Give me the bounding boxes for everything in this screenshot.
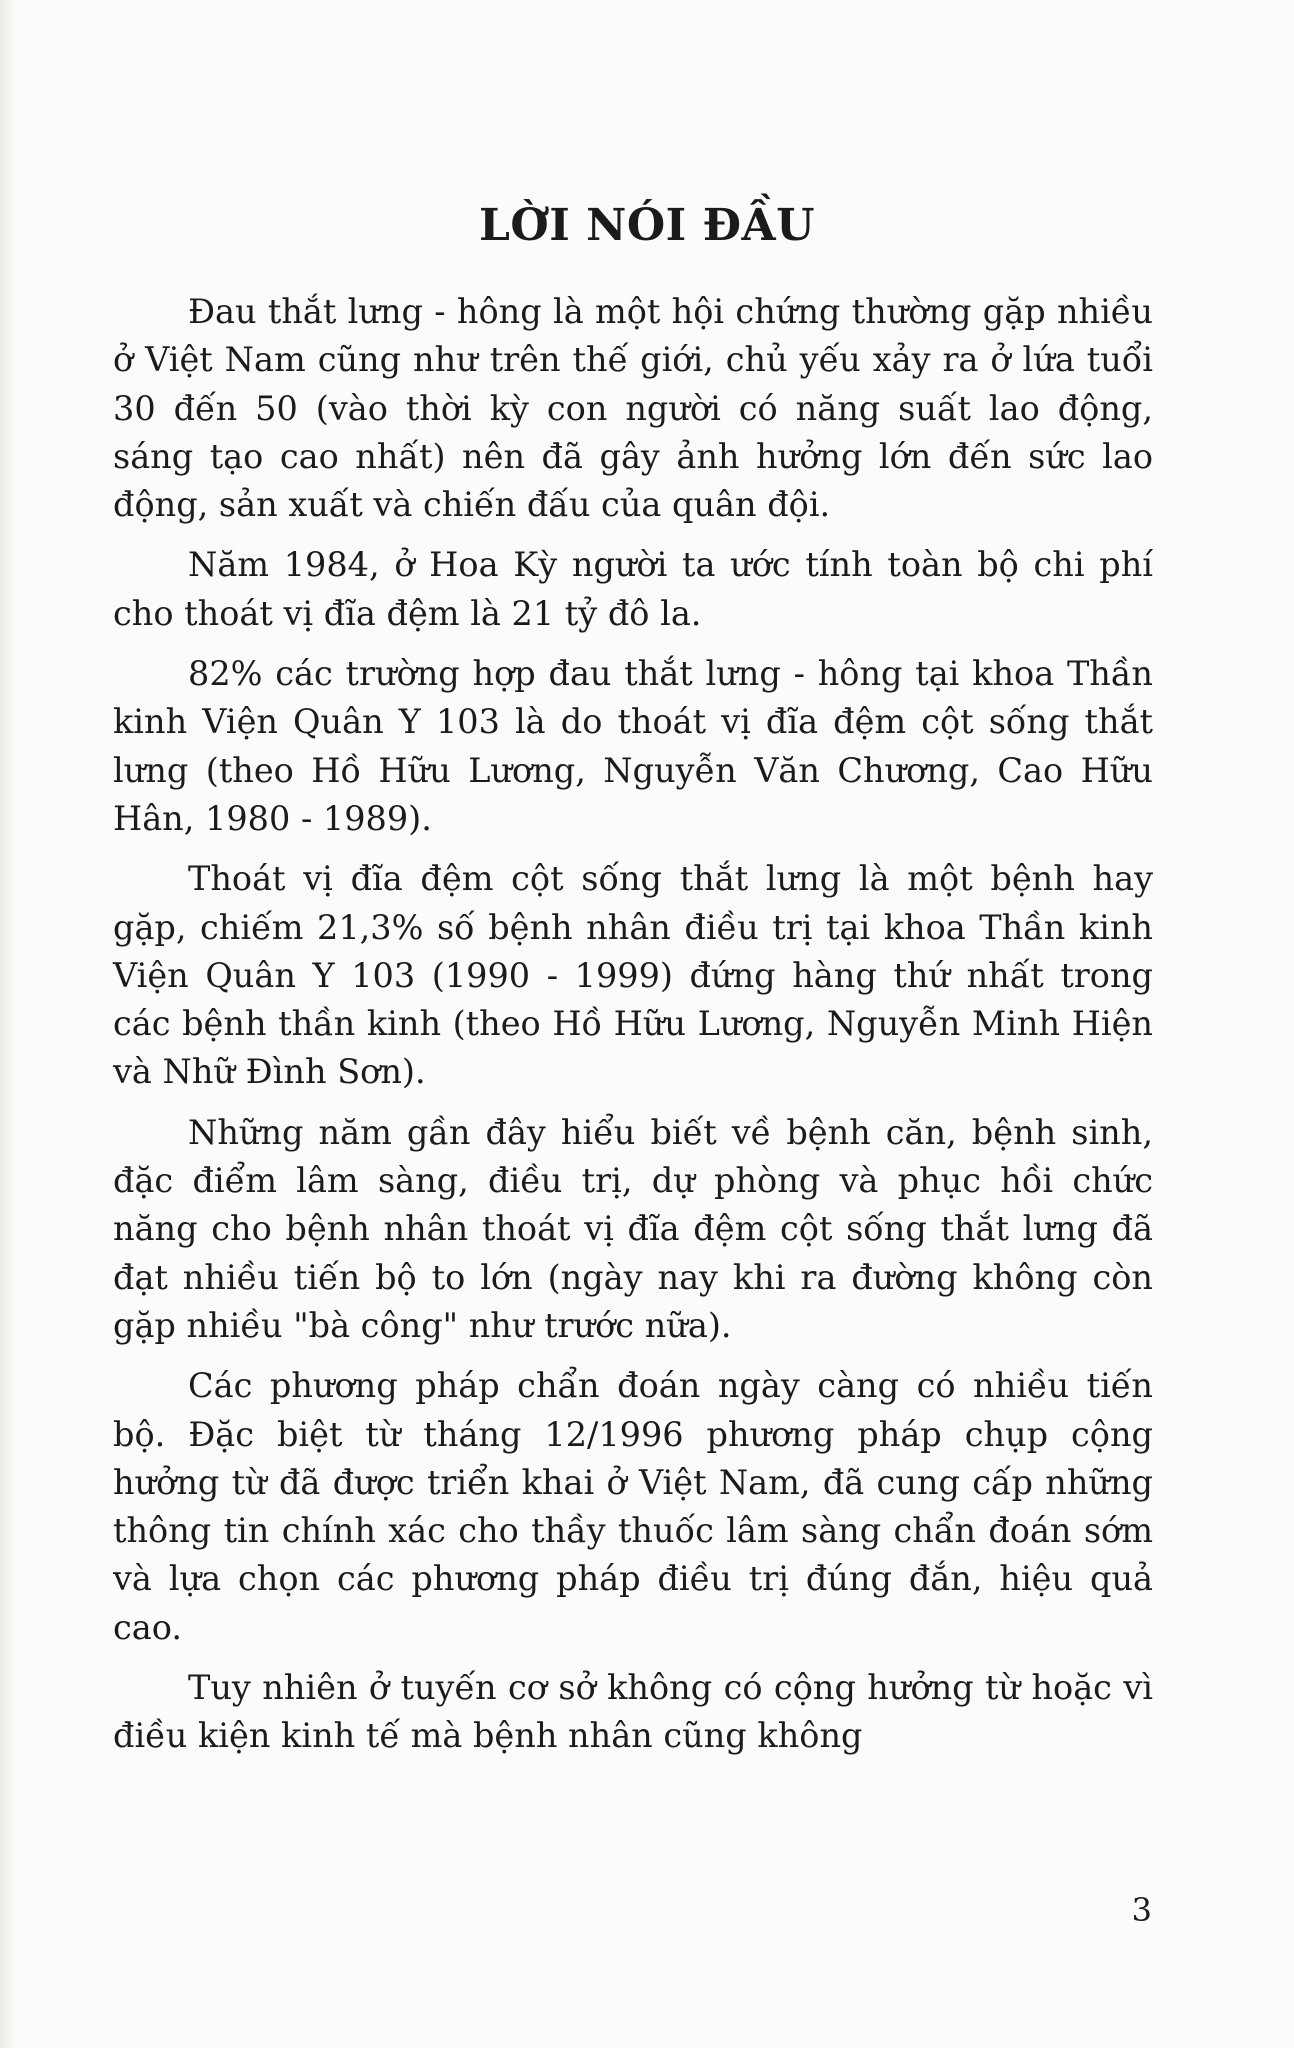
paragraph-1: Đau thắt lưng - hông là một hội chứng thường gặp nhiều ở Việt Nam cũng như trên thế giới, chủ yếu xảy ra ở lứa tuổi 30 đến 50 (vào thời kỳ con người có năng suất lao động, sáng tạo cao nhất) nên đã gây ảnh hưởng lớn đến sức lao động, sản xuất và chiến đấu của quân đội. — [113, 292, 1153, 525]
page-edge-shadow — [0, 0, 14, 2048]
page-number: 3 — [1131, 1891, 1152, 1929]
page-title: LỜI NÓI ĐẦU — [478, 200, 816, 251]
paragraph-4: Thoát vị đĩa đệm cột sống thắt lưng là một bệnh hay gặp, chiếm 21,3% số bệnh nhân điều trị tại khoa Thần kinh Viện Quân Y 103 (1990 - 1999) đứng hàng thứ nhất trong các bệnh thần kinh (theo Hồ Hữu Lương, Nguyễn Minh Hiện và Nhữ Đình Sơn). — [113, 859, 1153, 1092]
body-text — [113, 288, 1153, 1773]
paragraph-6: Các phương pháp chẩn đoán ngày càng có nhiều tiến bộ. Đặc biệt từ tháng 12/1996 phương pháp chụp cộng hưởng từ đã được triển khai ở Việt Nam, đã cung cấp những thông tin chính xác cho thầy thuốc lâm sàng chẩn đoán sớm và lựa chọn các phương pháp điều trị đúng đắn, hiệu quả cao. — [113, 1366, 1153, 1647]
paragraph-5: Những năm gần đây hiểu biết về bệnh căn, bệnh sinh, đặc điểm lâm sàng, điều trị, dự phòng và phục hồi chức năng cho bệnh nhân thoát vị đĩa đệm cột sống thắt lưng đã đạt nhiều tiến bộ to lớn (ngày nay khi ra đường không còn gặp nhiều "bà công" như trước nữa). — [113, 1112, 1153, 1345]
paragraph-2: Năm 1984, ở Hoa Kỳ người ta ước tính toàn bộ chi phí cho thoát vị đĩa đệm là 21 tỷ đô la. — [113, 545, 1153, 633]
paragraph-7: Tuy nhiên ở tuyến cơ sở không có cộng hưởng từ hoặc vì điều kiện kinh tế mà bệnh nhân cũng không — [113, 1668, 1153, 1756]
paragraph-3: 82% các trường hợp đau thắt lưng - hông tại khoa Thần kinh Viện Quân Y 103 là do thoát vị đĩa đệm cột sống thắt lưng (theo Hồ Hữu Lương, Nguyễn Văn Chương, Cao Hữu Hân, 1980 - 1989). — [113, 654, 1153, 838]
